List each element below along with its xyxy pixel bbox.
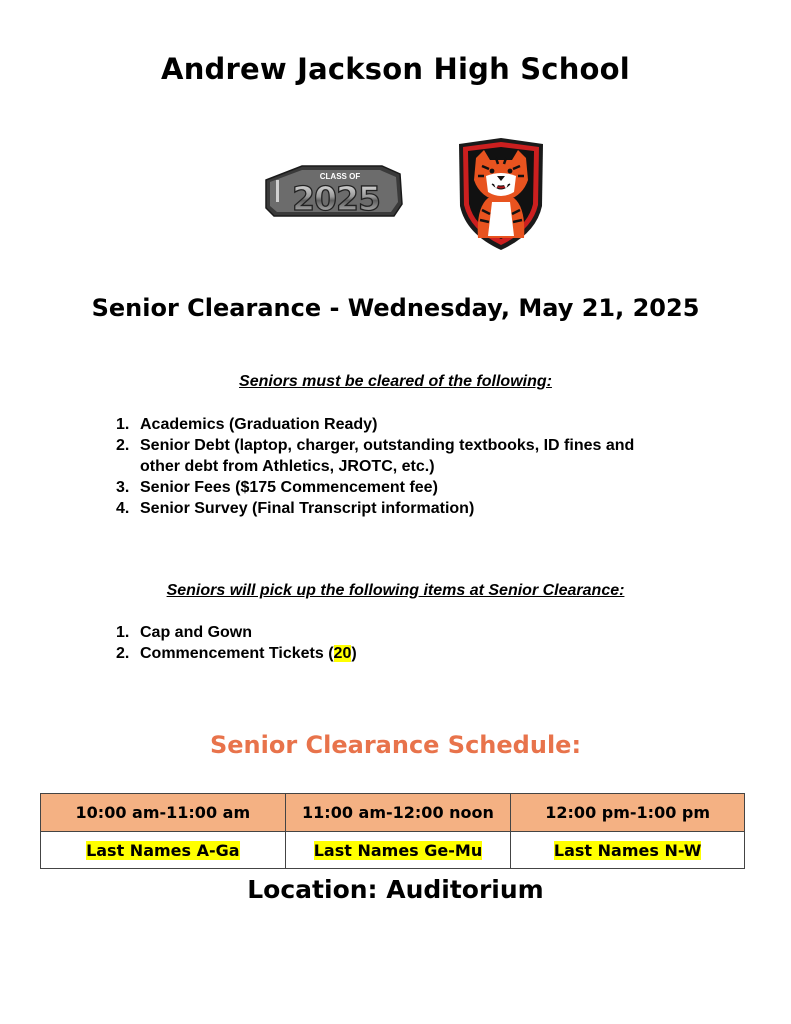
schedule-table [40,793,745,869]
time-slot-header: 11:00 am-12:00 noon [285,794,511,832]
table-cell [285,832,511,869]
year-text: 2025 [292,179,380,218]
location-text: Location: Auditorium [247,875,544,904]
list-item: 2. Senior Debt (laptop, charger, outstanding textbooks, ID fines and other debt from Athletics, JROTC, etc.) [116,437,635,475]
list-item: 4. Senior Survey (Final Transcript information) [116,500,475,517]
time-slot-header: 12:00 pm-1:00 pm [511,794,745,832]
last-name-group: Last Names N-W [553,840,702,860]
list-item: 1. Cap and Gown [116,624,252,641]
last-name-group: Last Names Ge-Mu [313,840,483,860]
list-item: 3. Senior Fees ($175 Commencement fee) [116,479,438,496]
time-slot-header: 10:00 am-11:00 am [41,794,286,832]
last-name-group: Last Names A-Ga [86,840,240,860]
requirements-heading: Seniors must be cleared of the following: [239,373,552,390]
class-of-text: CLASS OF [319,172,361,181]
tiger-mascot-logo [456,136,546,252]
table-header-row [41,794,745,832]
pickup-list [116,622,696,664]
schedule-title: Senior Clearance Schedule: [209,731,582,759]
table-cell [41,832,286,869]
ticket-count-highlight: 20 [333,645,352,662]
requirements-list [116,414,696,519]
list-item: 2. Commencement Tickets (20) [116,645,357,662]
class-of-2025-badge [262,160,404,222]
pickup-heading: Seniors will pick up the following items at Senior Clearance: [166,582,625,599]
event-heading: Senior Clearance - Wednesday, May 21, 2025 [91,294,700,322]
list-item: 1. Academics (Graduation Ready) [116,416,378,433]
table-row [41,832,745,869]
table-cell [511,832,745,869]
school-title: Andrew Jackson High School [161,52,630,86]
